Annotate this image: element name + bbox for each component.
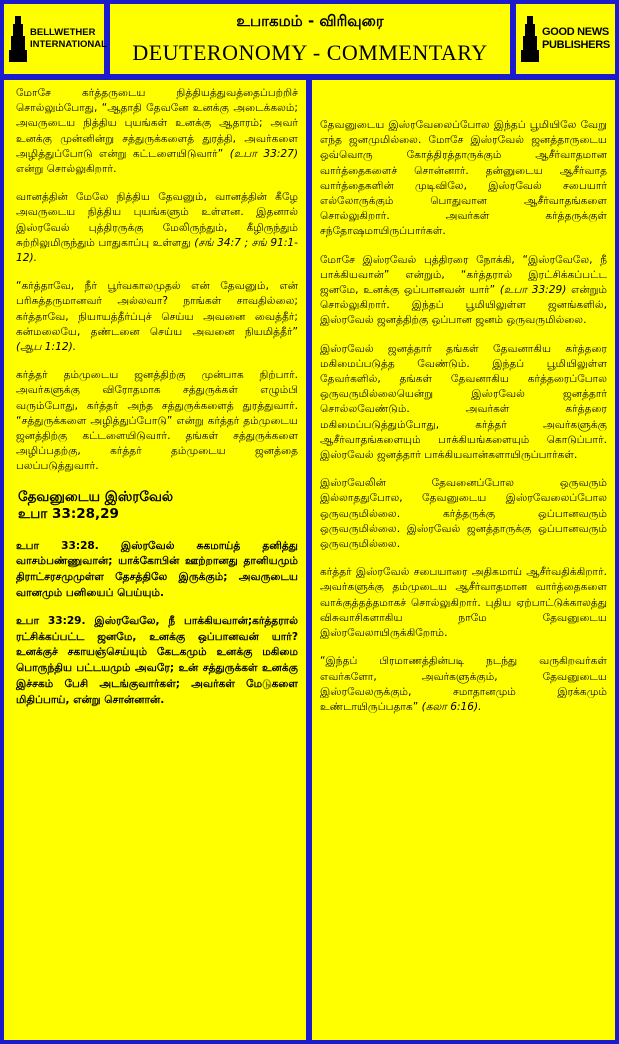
right-p2-end: என்றும் சொல்லுகிறார். இந்தப் பூமியிலுள்ள ஜனங்களில், இஸ்ரவேல் ஜனத்திற்கு ஒப்பான ஜனம் ஒருவருமில்லை.: [320, 284, 607, 327]
left-p1-end: என்று சொல்லுகிறார்.: [16, 163, 117, 176]
bellwether-logo: [4, 4, 107, 74]
left-paragraph-4: கர்த்தர் தம்முடைய ஜனத்திற்கு முன்பாக நிற்பார். அவர்களுக்கு விரோதமாக சத்துருக்கள் எழும்பி வரும்போது, கர்த்தர் அந்த சத்துருக்களைத் துரத்துவார். “சத்துருக்களை அழித்துப்போடு” என்று கர்த்தர் தம்முடைய ஜனத்திற்கு கட்டளையிடுவார். தங்கள் சத்துருக்களை அழிப்பதற்கு, கர்த்தர் தம்முடைய ஜனத்தை பலப்படுத்துவார்.: [16, 369, 298, 473]
left-column: [4, 80, 306, 1040]
page-header: [110, 4, 510, 74]
right-paragraph-3: இஸ்ரவேல் ஜனத்தார் தங்கள் தேவனாகிய கர்த்தரை மகிமைப்படுத்த வேண்டும். இந்தப் பூமியிலுள்ள தேவர்களில், தங்கள் தேவனாகிய கர்த்தரைப்போல ஒருவருமில்லையென்று இஸ்ரவேல் ஜனத்தார் சொல்லவேண்டும். அவர்கள் கர்த்தரை மகிமைப்படுத்தும்போது, கர்த்தர் அவர்களுக்கு ஆசீர்வாதங்களையும் பாக்கியங்களையும் கொடுப்பார். இஸ்ரவேல் ஜனத்தார் பாக்கியவான்களாயிருப்பார்கள்.: [320, 342, 607, 462]
right-p6-reference: (கலா 6:16).: [421, 700, 482, 713]
verse-33-28: உபா 33:28. இஸ்ரவேல் சுகமாய்த் தனித்து வாசம்பண்ணுவான்; யாக்கோபின் ஊற்றானது தானியமும் திராட்சரசமுமுள்ள தேசத்திலே இருக்கும்; அவருடைய வானமும் பனியைப் பெய்யும்.: [16, 539, 298, 600]
right-paragraph-2: [320, 253, 607, 329]
bellwether-figure-icon: [8, 14, 28, 64]
left-p1-text: மோசே கர்த்தருடைய நித்தியத்துவத்தைப்பற்றிச் சொல்லும்போது, “ஆதாதி தேவனே உனக்கு அடைக்கலம்; அவருடைய நித்திய புயங்கள் உனக்கு ஆதாரம்; அவர் உனக்கு முன்னின்று சத்துருக்களைத் துரத்தி, அவர்களை அழித்துப்போடு என்று கட்டளையிடுவார்”: [16, 87, 298, 160]
left-p2-reference: (சங் 34:7 ; சங் 91:1-12).: [16, 236, 298, 265]
good-news-figure-icon: [520, 14, 540, 64]
section-heading-title: தேவனுடைய இஸ்ரவேல்: [18, 488, 174, 505]
left-logo-line1: BELLWETHER: [30, 27, 96, 38]
left-p3-reference: (ஆப 1:12).: [16, 341, 77, 354]
section-heading-reference: உபா 33:28,29: [18, 505, 119, 522]
right-logo-line2: PUBLISHERS: [542, 39, 610, 51]
title-tamil: உபாகமம் - விரிவுரை: [236, 12, 384, 30]
right-column: [312, 80, 615, 1040]
left-paragraph-3: [16, 279, 298, 355]
right-p6-text: “இந்தப் பிரமாணத்தின்படி நடந்து வருகிறவர்கள் எவர்களோ, அவர்களுக்கும், தேவனுடைய இஸ்ரவேலருக்கும், சமாதானமும் இரக்கமும் உண்டாயிருப்பதாக”: [320, 655, 607, 713]
left-p3-text: “கர்த்தாவே, நீர் பூர்வகாலமுதல் என் தேவனும், என் பரிசுத்தருமானவர் அல்லவா? நாங்கள் சாவதில்லை; கர்த்தாவே, நியாயத்தீர்ப்புச் செய்ய அவனை வைத்தீர்; கன்மலையே, தண்டனை செய்ய அவனை நியமித்தீர்”: [16, 280, 298, 338]
right-paragraph-5: கர்த்தர் இஸ்ரவேல் சபையாரை அதிகமாய் ஆசீர்வதிக்கிறார். அவர்களுக்கு தம்முடைய ஆசீர்வாதமான வார்த்தைகளை வாக்குத்தத்தமாகச் சொல்லுகிறார். புதிய ஏற்பாட்டுக்காலத்து விசுவாசிகளாகிய நாமே தேவனுடைய இஸ்ரவேலாயிருக்கிறோம்.: [320, 566, 607, 640]
left-logo-line2: INTERNATIONAL: [30, 39, 107, 50]
left-p2-text: வானத்தின் மேலே நித்திய தேவனும், வானத்தின் கீழே அவருடைய நித்திய புயங்களும் உள்ளன. இதனால் இஸ்ரவேல் புத்திரருக்கு மேலிருந்தும், கீழிருந்தும் சுற்றிலுமிருந்தும் பாதுகாப்பு உள்ளது: [16, 191, 298, 249]
right-p2-reference: (உபா 33:29): [499, 284, 567, 297]
right-paragraph-1: தேவனுடைய இஸ்ரவேலைப்போல இந்தப் பூமியிலே வேறு எந்த ஜனமுமில்லை. மோசே இஸ்ரவேல் ஜனத்தாருடைய ஒவ்வொரு கோத்திரத்தாருக்கும் ஆசீர்வாதமான வார்த்தைகளைச் சொன்னார். தன்னுடைய ஆசீர்வாத வார்த்தைகளின் முடிவிலே, இஸ்ரவேல் சபையார் எல்லோருக்கும் பொதுவான ஆசீர்வாதங்களை சொல்லுகிறார். அவர்கள் கர்த்தருக்குள் சந்தோஷமாயிருப்பார்கள்.: [320, 119, 607, 238]
right-logo-line1: GOOD NEWS: [542, 26, 609, 38]
good-news-logo: [516, 4, 615, 74]
left-paragraph-2: [16, 190, 298, 266]
right-p2-text: மோசே இஸ்ரவேல் புத்திரரை நோக்கி, “இஸ்ரவேலே, நீ பாக்கியவான்” என்றும், “கர்த்தரால் இரட்சிக்கப்பட்ட ஜனமே, உனக்கு ஒப்பானவன் யார்”: [320, 253, 607, 297]
right-paragraph-4: இஸ்ரவேலின் தேவனைப்போல ஒருவரும் இல்லாததுபோல, தேவனுடைய இஸ்ரவேலைப்போல ஒருவருமில்லை. கர்த்தருக்கு ஒப்பானவரும் ஒருவருமில்லை. இஸ்ரவேல் ஜனத்தாருக்கு ஒப்பானவரும் ஒருவருமில்லை.: [320, 477, 607, 551]
title-english: DEUTERONOMY - COMMENTARY: [132, 40, 488, 65]
verse-33-29: உபா 33:29. இஸ்ரவேலே, நீ பாக்கியவான்;கர்த்தரால் ரட்சிக்கப்பட்ட ஜனமே, உனக்கு ஒப்பானவன் யார்? உனக்குச் சகாயஞ்செய்யும் கேடகமும் உனக்கு மகிமை பொருந்திய பட்டயமும் அவரே; உன் சத்துருக்கள் உனக்கு இச்சகம் பேசி அடங்குவார்கள்; அவர்கள் மேடுகளை மிதிப்பாய், என்று சொன்னான்.: [16, 614, 298, 706]
section-heading: [18, 489, 298, 523]
right-paragraph-6: [320, 654, 607, 715]
left-paragraph-1: [16, 86, 298, 177]
left-p1-reference: (உபா 33:27): [229, 147, 298, 160]
